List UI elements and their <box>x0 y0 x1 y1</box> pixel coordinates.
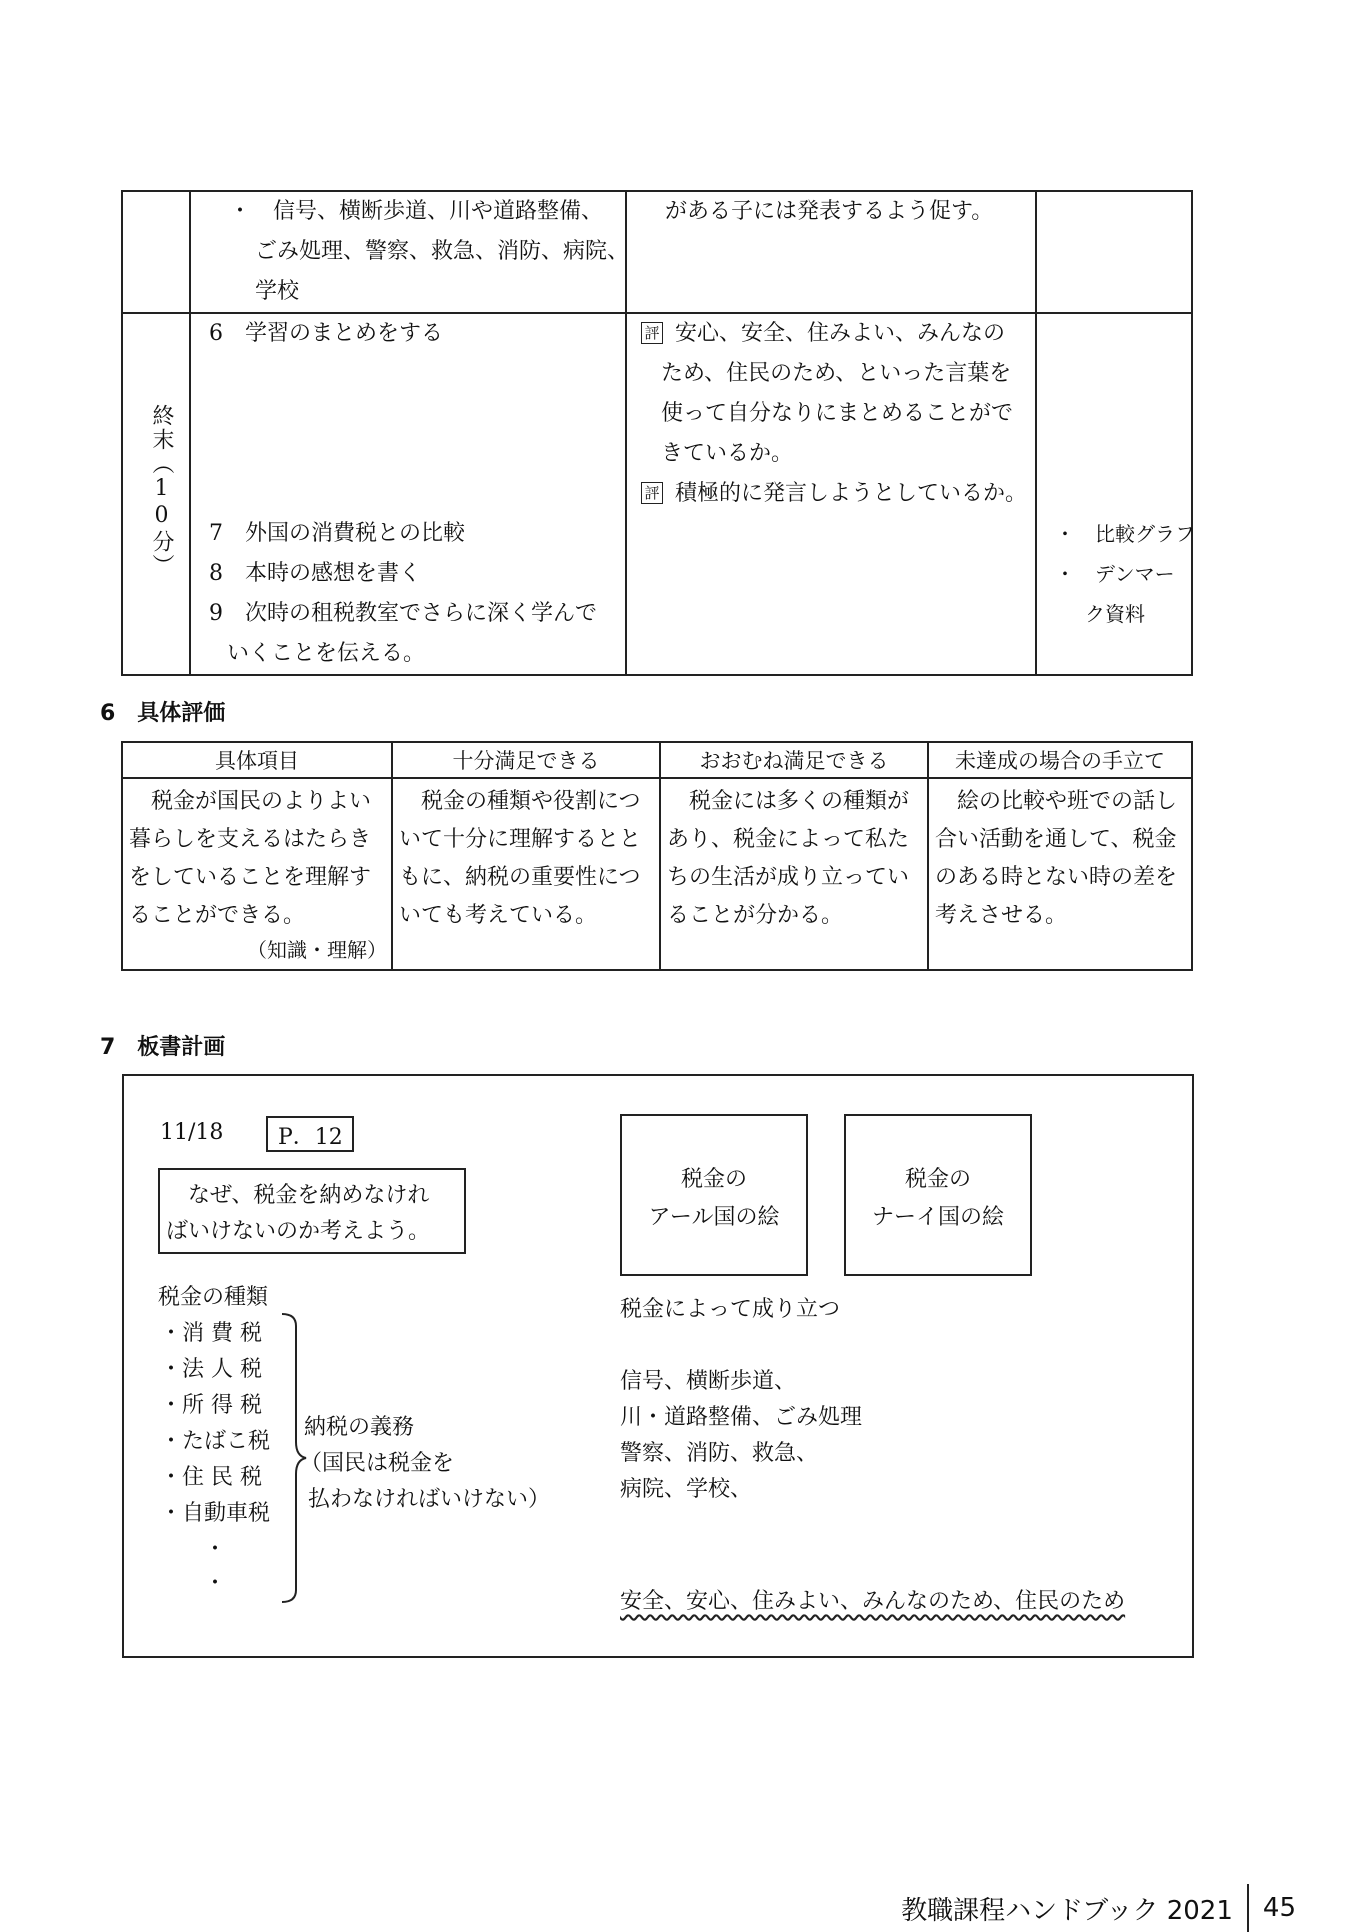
footer-title: 教職課程ハンドブック 2021 <box>901 1895 1233 1926</box>
support-cell: がある子には発表するよう促す。 <box>626 191 1036 313</box>
activity-8: 8 本時の感想を書く <box>209 561 421 586</box>
header-sufficient: 十分満足できる <box>392 742 660 778</box>
activity-7: 7 外国の消費税との比較 <box>209 521 465 546</box>
question-box: なぜ、税金を納めなけれ ばいけないのか考えよう。 <box>158 1168 466 1254</box>
eval-cell-mostly: 税金には多くの種類が あり、税金によって私た ちの生活が成り立ってい ることが分かる。 <box>660 778 928 970</box>
activity-9: 9 次時の租税教室でさらに深く学んで <box>209 601 597 626</box>
eval-cell-item: 税金が国民のよりよい 暮らしを支えるはたらき をしていることを理解す ることができる。 （知識・理解） <box>122 778 392 970</box>
evaluation-cell: 評 安心、安全、住みよい、みんなの ため、住民のため、といった言葉を 使って自分なりにまとめることがで きているか。 評 積極的に発言しようとしているか。 <box>626 313 1036 675</box>
eval-mark-icon: 評 <box>641 482 663 504</box>
materials-cell: ・ 比較グラフ ・ デンマー ク資料 <box>1036 313 1192 675</box>
eval-header-row <box>122 742 1192 778</box>
section-7-title: 7 板書計画 <box>100 1035 226 1060</box>
page-footer <box>901 1884 1296 1932</box>
header-mostly: おおむね満足できる <box>660 742 928 778</box>
eval-cell-sufficient: 税金の種類や役割につ いて十分に理解するとと もに、納税の重要性につ いても考えている。 <box>392 778 660 970</box>
page-number: 45 <box>1262 1893 1296 1923</box>
activity-cell: ・ 信号、横断歩道、川や道路整備、 ごみ処理、警察、救急、消防、病院、 学校 <box>190 191 626 313</box>
blackboard-plan: 11/18 P．12 なぜ、税金を納めなけれ ばいけないのか考えよう。 税金の種類 ・消 費 税 ・法 人 税 ・所 得 税 ・たばこ税 ・住 民 税 ・自動車税 ・ ・ 納税の義務 （国民は税金を 払わなければいけない） 税金の アール国の絵 税金の ナーイ国の絵 税金によって成り立つ 信号、横断歩道、 川・道路整備、ごみ処理 警察、消防、救急、 病院、学校、 安全、安心、住みよい、みんなのため、住民のため <box>122 1074 1194 1658</box>
supported-by-tax: 税金によって成り立つ <box>620 1297 841 1322</box>
eval-note: （知識・理解） <box>247 938 387 962</box>
footer-divider <box>1247 1884 1249 1932</box>
picture-box-aru: 税金の アール国の絵 <box>620 1114 808 1276</box>
eval-body-row <box>122 778 1192 970</box>
board-page: P．12 <box>278 1125 343 1150</box>
duty-title: 納税の義務 <box>304 1415 415 1440</box>
eval-mark-icon: 評 <box>641 322 663 344</box>
section-6-title: 6 具体評価 <box>100 701 226 726</box>
header-support: 未達成の場合の手立て <box>928 742 1192 778</box>
tax-types-heading: 税金の種類 <box>158 1285 269 1310</box>
eval-cell-support: 絵の比較や班での話し 合い活動を通して、税金 のある時とない時の差を 考えさせる。 <box>928 778 1192 970</box>
activity-cell: 6 学習のまとめをする 7 外国の消費税との比較 8 本時の感想を書く 9 次時の租税教室でさらに深く学んで いくことを伝える。 <box>190 313 626 675</box>
activity-6: 6 学習のまとめをする <box>209 321 443 346</box>
phase-cell <box>122 313 190 675</box>
keywords: 安全、安心、住みよい、みんなのため、住民のため <box>620 1589 1126 1614</box>
header-item: 具体項目 <box>122 742 392 778</box>
evaluation-table <box>121 741 1193 971</box>
board-date: 11/18 <box>160 1120 224 1145</box>
lesson-plan-table <box>121 190 1193 676</box>
page-box <box>266 1116 354 1152</box>
picture-box-nai: 税金の ナーイ国の絵 <box>844 1114 1032 1276</box>
lesson-row-1 <box>122 191 1192 313</box>
lesson-row-2 <box>122 313 1192 675</box>
phase-label: 終末（10分） <box>149 404 174 578</box>
